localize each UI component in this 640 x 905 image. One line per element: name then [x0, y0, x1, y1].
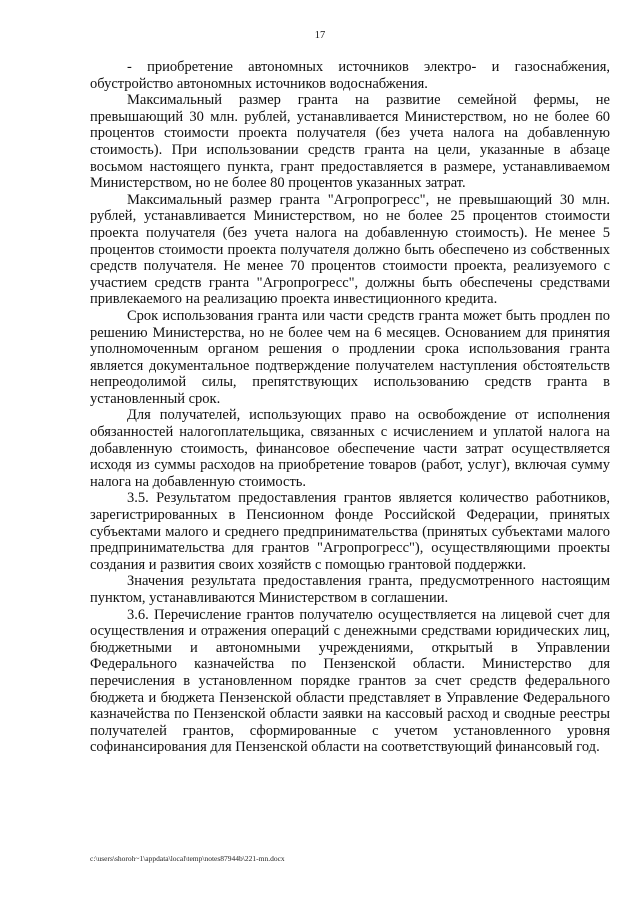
paragraph-result-values: Значения результата предоставления гранта, предусмотренного настоящим пунктом, устанавливаются Министерством в соглашении. — [90, 573, 610, 606]
document-body — [90, 59, 610, 756]
paragraph-3-5-grant-result: 3.5. Результатом предоставления грантов является количество работников, зарегистрированных в Пенсионном фонде Российской Федерации, принятых субъектами малого и среднего предпринимательства (принятых субъектами малого предпринимательства для грантов "Агропрогресс"), осуществляющими проекты создания и развития своих хозяйств с помощью грантовой поддержки. — [90, 490, 610, 573]
paragraph-vat-exemption: Для получателей, использующих право на освобождение от исполнения обязанностей налогоплательщика, связанных с исчислением и уплатой налога на добавленную стоимость, финансовое обеспечение части затрат осуществляется исходя из суммы расходов на приобретение товаров (работ, услуг), включая сумму налога на добавленную стоимость. — [90, 407, 610, 490]
paragraph-grant-term-extension: Срок использования гранта или части средств гранта может быть продлен по решению Министерства, но не более чем на 6 месяцев. Основанием для принятия уполномоченным органом решения о продлении срока использования гранта является документальное подтверждение получателем наступления обстоятельств непреодолимой силы, препятствующих использованию средств гранта в установленный срок. — [90, 307, 610, 407]
paragraph-autonomous-sources: - приобретение автономных источников электро- и газоснабжения, обустройство автономных источников водоснабжения. — [90, 59, 610, 92]
paragraph-family-farm-grant: Максимальный размер гранта на развитие семейной фермы, не превышающий 30 млн. рублей, устанавливается Министерством, но не более 60 процентов стоимости проекта получателя (без учета налога на добавленную стоимость). При использовании средств гранта на цели, указанные в абзаце восьмом настоящего пункта, грант предоставляется в размере, устанавливаемом Министерством, но не более 80 процентов указанных затрат. — [90, 92, 610, 192]
paragraph-3-6-grant-transfer: 3.6. Перечисление грантов получателю осуществляется на лицевой счет для осуществления и отражения операций с денежными средствами юридических лиц, бюджетными и автономными учреждениями, открытый в Управлении Федерального казначейства по Пензенской области. Министерство для перечисления в установленном порядке грантов за счет средств федерального бюджета и бюджета Пензенской области представляет в Управление Федерального казначейства по Пензенской области заявки на кассовый расход и сводные реестры получателей грантов, сформированные с учетом установленного уровня софинансирования для Пензенской области на соответствующий финансовый год. — [90, 606, 610, 756]
paragraph-agroprogress-grant: Максимальный размер гранта "Агропрогресс", не превышающий 30 млн. рублей, устанавливается Министерством, но не более 25 процентов стоимости проекта получателя (без учета налога на добавленную стоимость). Не менее 5 процентов стоимости проекта получателя должно быть обеспечено из собственных средств получателя. Не менее 70 процентов стоимости проекта, реализуемого с участием средств гранта "Агропрогресс", должны быть обеспечены средствами привлекаемого на реализацию проекта инвестиционного кредита. — [90, 191, 610, 308]
footer-file-path: c:\users\shoroh~1\appdata\local\temp\notes87944b\221-mn.docx — [90, 854, 285, 863]
page-number: 17 — [314, 30, 326, 41]
